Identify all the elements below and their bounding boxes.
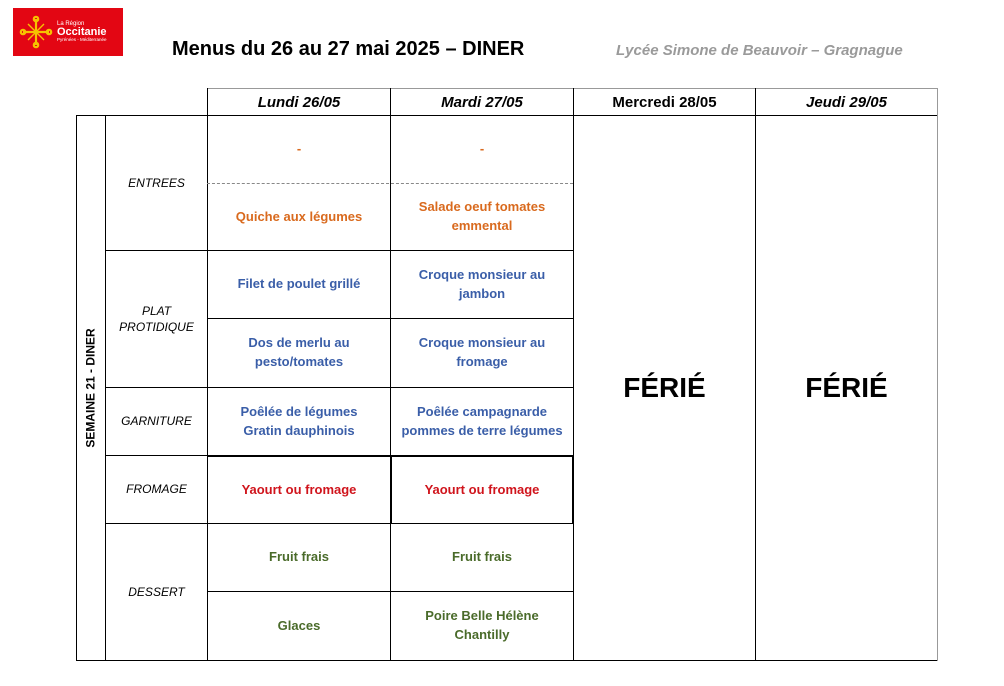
header-day-jeudi: Jeudi 29/05 bbox=[806, 93, 887, 111]
mardi-plat-2 bbox=[391, 319, 573, 387]
category-plat-line1: PLAT bbox=[141, 303, 172, 318]
mardi-garniture bbox=[391, 388, 573, 455]
mercredi-ferie: FÉRIÉ bbox=[623, 372, 706, 403]
lundi-garniture-line1: Poêlée de légumes bbox=[240, 403, 358, 419]
lundi-dessert-1: Fruit frais bbox=[269, 549, 329, 565]
lundi-entree-2: Quiche aux légumes bbox=[235, 208, 363, 224]
mardi-fromage: Yaourt ou fromage bbox=[424, 481, 540, 497]
mardi-entree-1: - bbox=[479, 141, 485, 157]
jeudi-ferie: FÉRIÉ bbox=[805, 372, 888, 403]
logo-line1: La Région bbox=[57, 21, 85, 28]
mardi-plat-2-line1: Croque monsieur au bbox=[418, 335, 546, 351]
lundi-garniture bbox=[208, 388, 390, 455]
mardi-entree-2 bbox=[391, 184, 573, 250]
category-plat bbox=[106, 251, 207, 387]
header-day-mardi: Mardi 27/05 bbox=[441, 93, 523, 111]
lundi-entree-1: - bbox=[296, 141, 302, 157]
header-day-mercredi: Mercredi 28/05 bbox=[612, 93, 717, 111]
category-entrees: ENTREES bbox=[128, 175, 185, 190]
lundi-plat-2-line2: pesto/tomates bbox=[254, 354, 344, 369]
school-name: Lycée Simone de Beauvoir – Gragnague bbox=[616, 42, 903, 59]
mardi-dessert-2-line2: Chantilly bbox=[454, 627, 510, 642]
category-garniture: GARNITURE bbox=[121, 414, 192, 429]
mardi-dessert-2-line1: Poire Belle Hélène bbox=[425, 608, 539, 624]
lundi-plat-2-line1: Dos de merlu au bbox=[248, 335, 350, 351]
mardi-plat-2-line2: fromage bbox=[456, 354, 508, 369]
category-plat-line2: PROTIDIQUE bbox=[119, 320, 194, 334]
category-fromage: FROMAGE bbox=[126, 482, 187, 497]
category-dessert: DESSERT bbox=[128, 584, 185, 599]
lundi-garniture-line2: Gratin dauphinois bbox=[243, 422, 355, 438]
logo-line3: Pyrénées - Méditerranée bbox=[57, 37, 107, 43]
lundi-plat-2 bbox=[208, 319, 390, 387]
page-title: Menus du 26 au 27 mai 2025 – DINER bbox=[172, 38, 525, 60]
mardi-entree-2-line1: Salade oeuf tomates bbox=[418, 199, 546, 215]
mardi-plat-1-line2: jambon bbox=[458, 285, 506, 301]
mardi-entree-2-line2: emmental bbox=[451, 218, 513, 233]
mardi-garniture-line1: Poêlée campagnarde bbox=[416, 403, 548, 419]
mardi-dessert-1: Fruit frais bbox=[452, 549, 512, 565]
lundi-fromage: Yaourt ou fromage bbox=[241, 481, 357, 497]
logo-line2: Occitanie bbox=[57, 26, 107, 39]
header-day-lundi: Lundi 26/05 bbox=[257, 93, 341, 111]
lundi-plat-1: Filet de poulet grillé bbox=[237, 276, 361, 292]
mardi-plat-1-line1: Croque monsieur au bbox=[418, 266, 546, 282]
lundi-dessert-2: Glaces bbox=[277, 617, 321, 633]
mardi-dessert-2 bbox=[391, 592, 573, 660]
week-label bbox=[76, 116, 105, 660]
week-label-text: SEMAINE 21 - DINER bbox=[83, 328, 98, 448]
mardi-plat-1 bbox=[391, 251, 573, 318]
mardi-garniture-line2: pommes de terre légumes bbox=[401, 422, 563, 438]
